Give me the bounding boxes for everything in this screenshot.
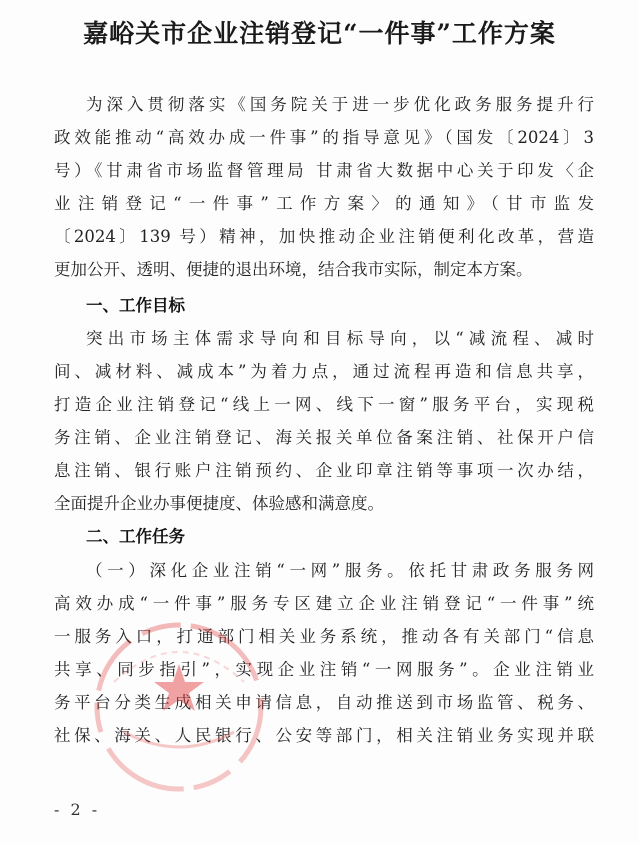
text-line: 间、减材料、减成本”为着力点，通过流程再造和信息共享， xyxy=(54,362,594,381)
text-line: 政效能推动“高效办成一件事”的指导意见》（国发〔2024〕3 xyxy=(54,128,594,147)
text-line: 一服务入口，打通部门相关业务系统，推动各有关部门“信息 xyxy=(54,627,594,646)
page-number: - 2 - xyxy=(54,800,101,819)
text-line: 号）《甘肃省市场监督管理局 甘肃省大数据中心关于印发〈企 xyxy=(54,161,594,180)
text-line: 打造企业注销登记“线上一网、线下一窗”服务平台，实现税 xyxy=(54,395,594,414)
text-line: （一）深化企业注销“一网”服务。依托甘肃政务服务网 xyxy=(86,561,594,580)
document-title: 嘉峪关市企业注销登记“一件事”工作方案 xyxy=(83,19,556,48)
text-line: 务平台分类生成相关申请信息，自动推送到市场监管、税务、 xyxy=(54,693,594,712)
text-line: 社保、海关、人民银行、公安等部门，相关注销业务实现并联 xyxy=(54,726,594,745)
text-line: 业注销登记“一件事”工作方案〉的通知》（甘市监发 xyxy=(54,194,594,213)
text-line: 突出市场主体需求导向和目标导向，以“减流程、减时 xyxy=(86,329,594,348)
text-line: 〔2024〕139 号）精神，加快推动企业注销便利化改革，营造 xyxy=(54,227,594,246)
section-heading-tasks: 二、工作任务 xyxy=(86,527,185,546)
text-line: 共享、同步指引”，实现企业注销“一网服务”。企业注销业 xyxy=(54,660,594,679)
text-line: 更加公开、透明、便捷的退出环境，结合我市实际，制定本方案。 xyxy=(54,260,533,279)
section-heading-goals: 一、工作目标 xyxy=(86,296,185,315)
text-line: 全面提升企业办事便捷度、体验感和满意度。 xyxy=(54,494,384,513)
text-line: 高效办成“一件事”服务专区建立企业注销登记“一件事”统 xyxy=(54,594,594,613)
text-line: 息注销、银行账户注销预约、企业印章注销等事项一次办结， xyxy=(54,461,594,480)
text-line: 为深入贯彻落实《国务院关于进一步优化政务服务提升行 xyxy=(86,95,594,114)
text-line: 务注销、企业注销登记、海关报关单位备案注销、社保开户信 xyxy=(54,428,594,447)
